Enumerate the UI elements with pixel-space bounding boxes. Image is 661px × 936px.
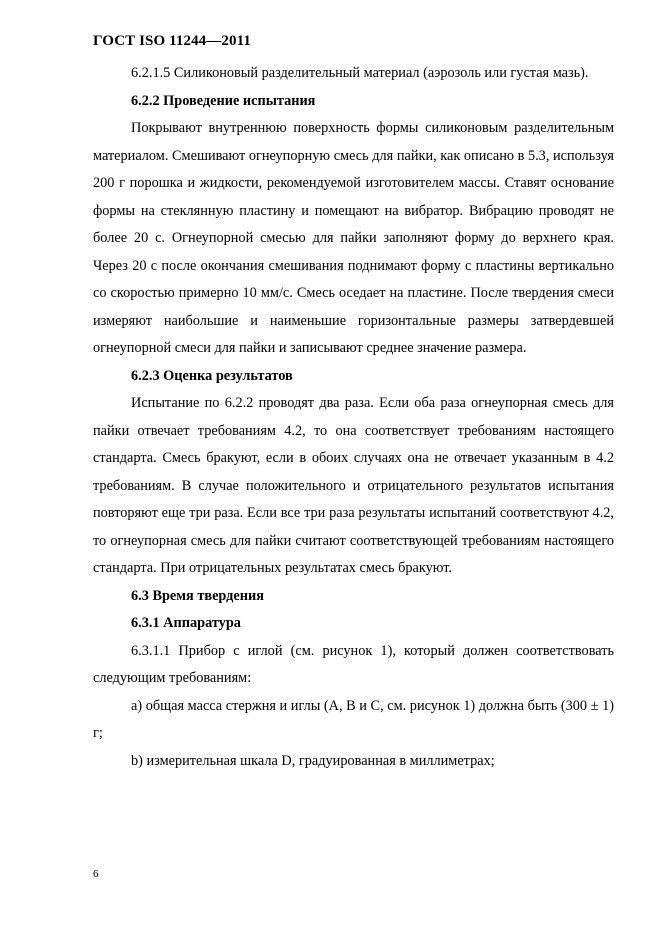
paragraph-results-evaluation: Испытание по 6.2.2 проводят два раза. Если оба раза огнеупорная смесь для пайки отвечает требованиям 4.2, то она соответствует требованиям настоящего стандарта. Смесь бракуют, если в обоих случаях она не отвечает указанным в 4.2 требованиям. В случае положительного и отрицательного результатов испытания повторяют еще три раза. Если все три раза результаты испытаний соответствуют 4.2, то огнеупорная смесь для пайки считают соответствующей требованиям настоящего стандарта. При отрицательных результатах смесь бракуют. — [93, 395, 614, 576]
clause-6-3-1-1: 6.3.1.1 Прибор с иглой (см. рисунок 1), который должен соответствовать следующим требованиям: — [93, 642, 614, 686]
heading-6-3: 6.3 Время твердения — [131, 587, 264, 604]
heading-6-2-3: 6.2.3 Оценка результатов — [131, 367, 293, 384]
page-number: 6 — [93, 868, 99, 880]
document-body — [93, 60, 614, 775]
heading-6-2-2: 6.2.2 Проведение испытания — [131, 92, 316, 109]
list-item-a: а) общая масса стержня и иглы (А, В и С, см. рисунок 1) должна быть (300 ± 1) г; — [93, 697, 614, 741]
heading-6-3-1: 6.3.1 Аппаратура — [131, 615, 241, 631]
list-item-b: b) измерительная шкала D, градуированная в миллиметрах; — [131, 752, 495, 769]
paragraph-test-procedure: Покрывают внутреннюю поверхность формы силиконовым разделительным материалом. Смешивают огнеупорную смесь для пайки, как описано в 5.3, используя 200 г порошка и жидкости, рекомендуемой изготовителем массы. Ставят основание формы на стеклянную пластину и помещают на вибратор. Вибрацию проводят не более 20 с. Огнеупорной смесью для пайки заполняют форму до верхнего края. Через 20 с после окончания смешивания поднимают форму с пластины вертикально со скоростью примерно 10 мм/с. Смесь оседает на пластине. После твердения смеси измеряют наибольшие и наименьшие горизонтальные размеры затвердевшей огнеупорной смеси для пайки и записывают среднее значение размера. — [93, 120, 614, 356]
clause-6-2-1-5: 6.2.1.5 Силиконовый разделительный материал (аэрозоль или густая мазь). — [131, 65, 589, 81]
document-header: ГОСТ ISO 11244—2011 — [93, 33, 251, 49]
